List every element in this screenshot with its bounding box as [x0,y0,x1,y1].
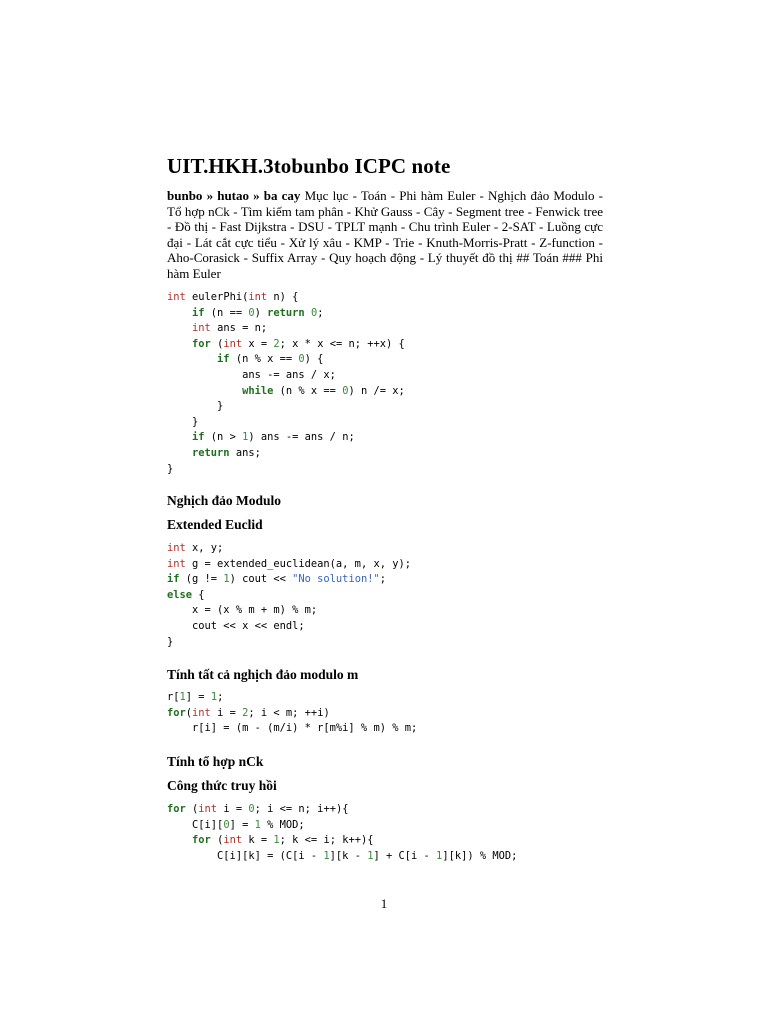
code-text: ( [210,337,224,350]
code-line [167,463,173,475]
code-number: 0 [310,306,318,319]
code-text: ] = [185,691,211,703]
code-text: ; [379,573,386,586]
code-line [167,322,267,334]
code-number: 0 [248,306,255,319]
code-line [167,291,298,303]
code-line [167,819,305,831]
code-keyword: for [167,706,186,719]
code-line [167,542,223,554]
code-number: 1 [242,431,249,444]
code-text: ) { [304,353,324,366]
code-line [167,353,323,365]
code-text [167,447,192,459]
code-line [167,722,417,734]
code-text: C[i][k] = (C[i - [167,849,324,862]
intro-paragraph [167,188,603,281]
heading-binomial: Tính tổ hợp nCk [167,754,264,769]
code-keyword: else [167,588,193,601]
code-text: ( [210,834,224,847]
code-text: ans = n; [210,322,268,335]
code-text: ) n /= x; [348,384,405,397]
code-block-euler-phi [167,290,405,477]
code-keyword: if [167,573,180,586]
code-line [167,604,317,616]
code-text: ] = [229,818,255,831]
code-block-extended-euclid [167,541,411,650]
code-block-all-inverses [167,690,417,737]
code-line [167,558,411,570]
code-text: k = [242,834,274,847]
code-line [167,307,323,319]
code-keyword: if [217,353,230,366]
code-text: (n % x == [273,384,343,397]
code-number: 1 [223,573,230,586]
code-number: 1 [436,849,443,862]
code-text [167,322,192,334]
code-line [167,385,405,397]
code-line [167,338,405,350]
code-number: 1 [179,691,186,703]
code-keyword: return [267,306,305,319]
document-title: UIT.HKH.3tobunbo ICPC note [167,154,451,178]
code-number: 2 [273,337,280,350]
code-text: ) [254,306,268,319]
code-text: ) cout << [229,573,293,586]
code-line [167,447,261,459]
code-text: ][k - [329,849,368,862]
code-text: ( [185,706,193,719]
code-string: "No solution!" [292,573,380,586]
code-text: C[i][ [167,818,224,831]
code-text: eulerPhi( [185,291,249,303]
heading-recurrence: Công thức truy hồi [167,778,277,793]
code-line [167,803,348,815]
code-type: int [198,803,218,815]
code-number: 1 [273,834,280,847]
code-text: } [167,415,199,428]
code-keyword: for [192,337,211,350]
code-type: int [167,291,186,303]
code-line [167,636,173,648]
code-text: x, y; [185,542,224,554]
code-type: int [223,834,243,847]
code-text: (n % x == [229,353,299,366]
code-text: ][k]) % MOD; [442,849,518,862]
code-text: n) { [267,291,299,303]
code-keyword: for [192,834,211,847]
code-number: 0 [223,818,230,831]
code-text: } [167,400,224,413]
code-text: ans -= ans / x; [167,368,336,381]
code-number: 1 [254,818,261,831]
code-number: 0 [298,353,305,366]
code-text: } [167,462,174,475]
code-text: ; [317,306,324,319]
code-type: int [167,542,186,554]
code-text: % MOD; [260,818,305,831]
heading-extended-euclid: Extended Euclid [167,517,263,532]
table-of-contents-text: Mục lục - Toán - Phi hàm Euler - Nghịch đảo Modulo - Tổ hợp nCk - Tìm kiếm tam phân - Khử Gauss - Cây - Segment tree - Fenwick tree - Đồ thị - Fast Dijkstra - DSU - TPLT mạnh - Chu trình Euler - 2-SAT - Luồng cực đại - Lát cắt cực tiểu - Xử lý xâu - KMP - Trie - Knuth-Morris-Pratt - Z-function - Aho-Corasick - Suffix Array - Quy hoạch động - Lý thuyết đồ thị ## Toán ### Phi hàm Euler [167,188,604,281]
code-text: ans; [229,446,261,459]
code-text: i = [210,706,243,719]
code-number: 0 [342,384,349,397]
code-text [167,385,242,397]
heading-modular-inverse: Nghịch đảo Modulo [167,493,282,508]
code-type: int [223,337,243,350]
code-keyword: return [192,446,230,459]
code-number: 1 [367,849,374,862]
code-text: ; i <= n; i++){ [254,803,349,815]
code-text [167,338,192,350]
page-number: 1 [380,896,388,911]
code-text: ; k <= i; k++){ [279,834,374,847]
code-text: ; [217,691,224,703]
code-line [167,400,223,412]
authors: bunbo » hutao » ba cay [167,188,301,203]
code-text: ; i < m; ++i) [248,706,330,719]
code-text: x = (x % m + m) % m; [167,604,318,617]
code-keyword: for [167,803,186,815]
code-text: x = [242,337,274,350]
code-number: 1 [323,849,330,862]
code-type: int [192,706,211,719]
code-line [167,573,386,585]
code-block-ncr-recurrence [167,802,517,864]
code-line [167,850,517,862]
code-type: int [248,291,268,303]
code-text: (n > [204,431,243,444]
code-text [167,307,192,319]
code-type: int [167,557,186,570]
code-type: int [192,322,211,335]
code-text: i = [217,803,249,815]
code-text: g = extended_euclidean(a, m, x, y); [185,557,411,570]
code-keyword: if [192,431,205,444]
code-line [167,431,355,443]
code-text: r[i] = (m - (m/i) * r[m%i] % m) % m; [167,722,418,735]
code-text: ) ans -= ans / n; [248,431,355,444]
code-text [167,431,192,443]
code-text: (n == [204,306,249,319]
code-line [167,589,205,601]
code-text [167,353,217,365]
code-text: { [192,588,205,601]
code-text: ; x * x <= n; ++x) { [279,337,405,350]
code-line [167,691,223,703]
code-text: ] + C[i - [373,849,437,862]
code-text: r[ [167,691,180,703]
code-line [167,369,336,381]
code-number: 0 [248,803,255,815]
code-number: 2 [242,706,249,719]
code-text [167,834,192,846]
code-text: (g != [179,573,224,586]
code-text: ( [185,803,199,815]
code-text: cout << x << endl; [167,619,305,632]
code-line [167,707,330,719]
code-keyword: while [242,384,274,397]
heading-all-inverses: Tính tất cả nghịch đảo modulo m [167,667,359,682]
code-keyword: if [192,306,205,319]
code-line [167,620,305,632]
code-text: } [167,635,174,648]
code-line [167,416,198,428]
code-number: 1 [210,691,218,703]
code-line [167,834,374,846]
